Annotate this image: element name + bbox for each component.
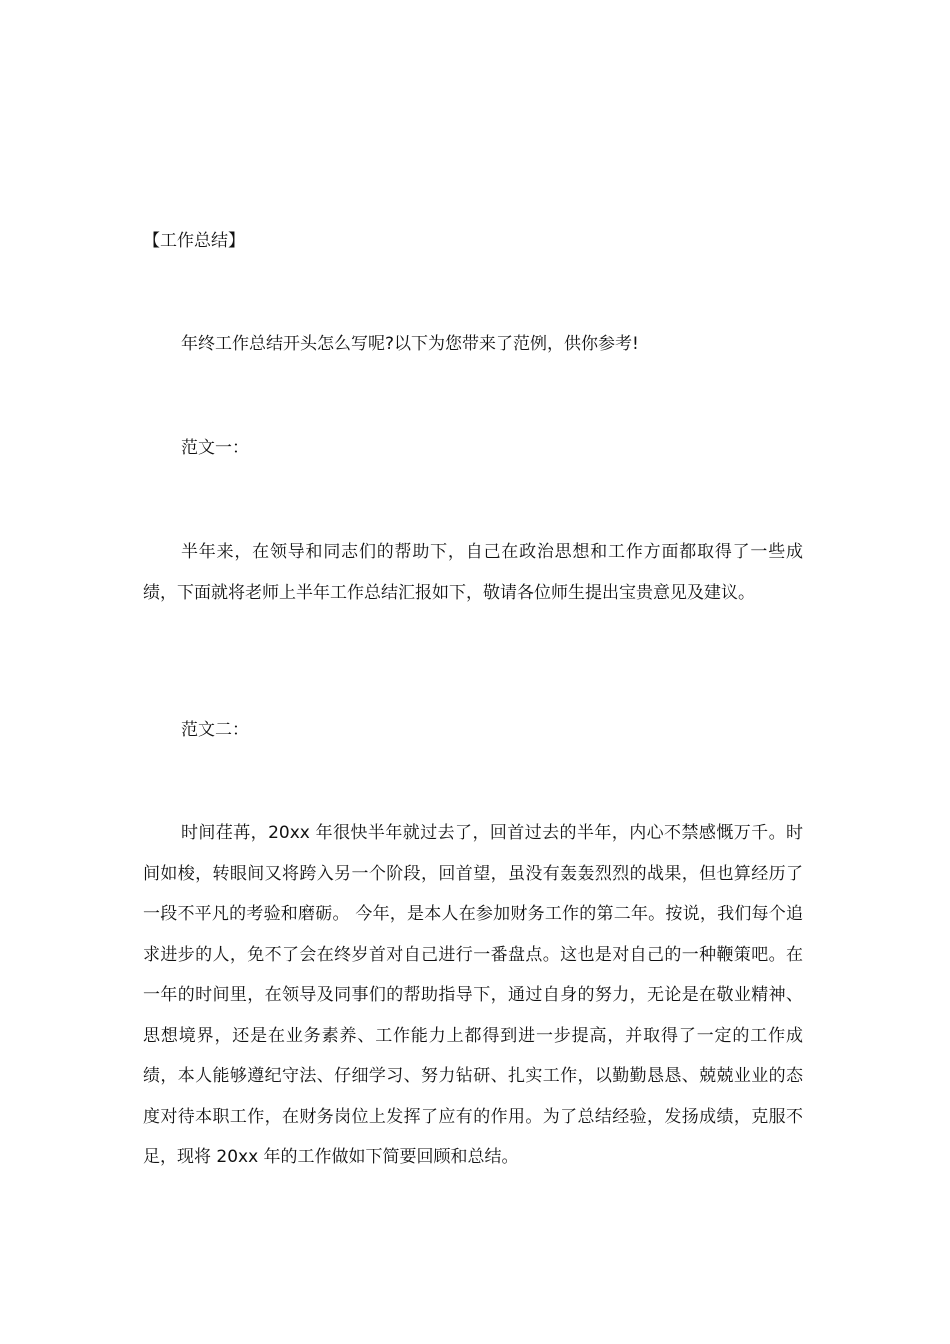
document-heading: 【工作总结】: [143, 231, 245, 251]
intro-paragraph: 年终工作总结开头怎么写呢?以下为您带来了范例，供你参考!: [181, 334, 639, 354]
sample1-label: 范文一：: [181, 438, 249, 458]
sample2-paragraph: 时间荏苒，20xx 年很快半年就过去了，回首过去的半年，内心不禁感慨万千。时间如梭，转眼间又将跨入另一个阶段，回首望，虽没有轰轰烈烈的战果，但也算经历了一段不平凡的考验和磨砺。 今年，是本人在参加财务工作的第二年。按说，我们每个追求进步的人，免不了会在终岁首对自己进行一番盘点。这也是对自己的一种鞭策吧。在一年的时间里，在领导及同事们的帮助指导下，通过自身的努力，无论是在敬业精神、思想境界，还是在业务素养、工作能力上都得到进一步提高，并取得了一定的工作成绩，本人能够遵纪守法、仔细学习、努力钻研、扎实工作，以勤勤恳恳、兢兢业业的态度对待本职工作，在财务岗位上发挥了应有的作用。为了总结经验，发扬成绩，克服不足，现将 20xx 年的工作做如下简要回顾和总结。: [143, 823, 803, 1167]
sample1-paragraph: 半年来，在领导和同志们的帮助下，自己在政治思想和工作方面都取得了一些成绩，下面就将老师上半年工作总结汇报如下，敬请各位师生提出宝贵意见及建议。: [143, 542, 803, 603]
sample2-label: 范文二：: [181, 720, 249, 740]
